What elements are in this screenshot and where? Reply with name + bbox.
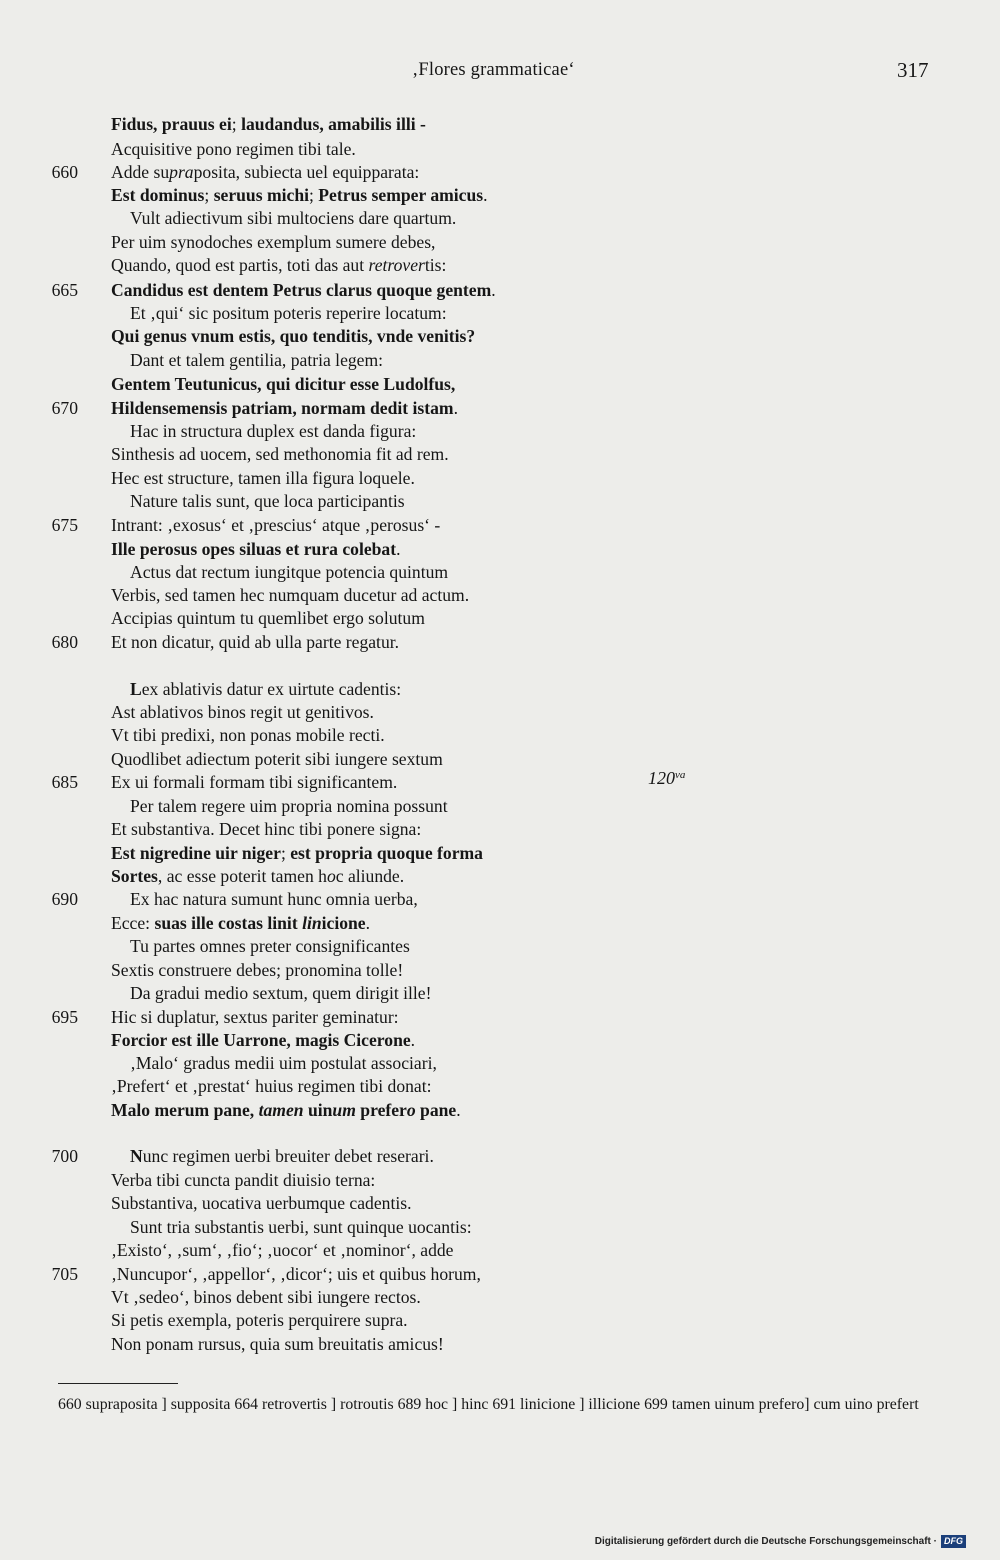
text-segment: retrover — [368, 255, 425, 275]
credit-text: Digitalisierung gefördert durch die Deutsche Forschungsgemeinschaft · — [594, 1536, 937, 1547]
text-segment: ex ablativis datur ex uirtute cadentis: — [141, 679, 402, 699]
verse-text-line — [111, 1099, 461, 1122]
text-segment: Sinthesis ad uocem, sed methonomia fit ad rem. — [111, 444, 449, 464]
running-title: ‚Flores grammaticae‘ — [412, 60, 575, 80]
verse-text-line — [111, 818, 421, 841]
text-segment: lin — [302, 913, 322, 933]
text-segment: ; — [309, 185, 319, 205]
text-segment: Et ‚qui‘ sic positum poteris reperire locatum: — [130, 303, 447, 323]
text-segment: Da gradui medio sextum, quem dirigit ille! — [130, 983, 432, 1003]
text-segment: Ex ui formali formam tibi significantem. — [111, 772, 398, 792]
line-number: 705 — [51, 1264, 78, 1284]
text-segment: . — [483, 185, 488, 205]
verse-text-line — [111, 1192, 411, 1215]
verse-text-line — [130, 349, 383, 372]
text-segment: Si petis exempla, poteris perquirere supra. — [111, 1310, 408, 1330]
digitization-credit — [595, 1535, 966, 1548]
verse-text-line — [130, 678, 401, 701]
verse-text-line — [111, 748, 443, 771]
verse-text-line — [130, 561, 448, 584]
verse-text-line — [111, 771, 397, 794]
text-segment: pra — [169, 162, 194, 182]
text-segment: Verbis, sed tamen hec numquam ducetur ad actum. — [111, 585, 470, 605]
text-segment: prefer — [355, 1100, 407, 1120]
text-segment: Candidus est dentem Petrus clarus quoque gentem — [111, 280, 492, 300]
verse-text-line — [111, 1075, 432, 1098]
footnote-apparatus: 660 supraposita ] supposita 664 retrovertis ] rotroutis 689 hoc ] hinc 691 linicione ] illicione 699 tamen uinum prefero] cum uino prefert — [58, 1396, 919, 1413]
verse-text-line — [111, 538, 401, 561]
text-segment: ‚Prefert‘ et ‚prestat‘ huius regimen tibi donat: — [111, 1076, 432, 1096]
text-segment: Hildensemensis patriam, normam dedit istam — [111, 398, 454, 418]
text-segment: Et substantiva. Decet hinc tibi ponere signa: — [111, 819, 422, 839]
line-number: 695 — [51, 1007, 78, 1027]
text-segment: Per uim synodoches exemplum sumere debes, — [111, 232, 436, 252]
text-segment: Adde su — [111, 162, 170, 182]
text-segment: tis: — [424, 255, 447, 275]
verse-text-line — [111, 138, 356, 161]
verse-text-line — [130, 795, 448, 818]
text-segment: seruus michi — [213, 185, 309, 205]
verse-text-line — [130, 982, 431, 1005]
text-segment: Sextis construere debes; pronomina tolle! — [111, 960, 404, 980]
text-segment: ‚Malo‘ gradus medii uim postulat associari, — [130, 1053, 437, 1073]
text-segment: Intrant: ‚exosus‘ et ‚prescius‘ atque ‚perosus‘ - — [111, 515, 441, 535]
text-segment: Verba tibi cuncta pandit diuisio terna: — [111, 1170, 376, 1190]
dfg-logo-icon: DFG — [941, 1535, 966, 1548]
text-segment: . — [453, 398, 458, 418]
text-segment: Ex hac natura sumunt hunc omnia uerba, — [130, 889, 418, 909]
verse-text-line — [130, 1052, 437, 1075]
line-number: 700 — [51, 1146, 78, 1166]
footnote-rule — [58, 1383, 178, 1384]
text-segment: . — [410, 1030, 416, 1050]
text-segment: Vt tibi predixi, non ponas mobile recti. — [111, 725, 385, 745]
text-segment: uin — [303, 1100, 333, 1120]
verse-text-line — [111, 184, 488, 207]
text-segment: Ast ablativos binos regit ut genitivos. — [111, 702, 374, 722]
text-segment: laudandus, amabilis illi - — [241, 114, 426, 134]
text-segment: Accipias quintum tu quemlibet ergo solutum — [111, 608, 425, 628]
text-segment: Non ponam rursus, quia sum breuitatis amicus! — [111, 1334, 444, 1354]
verse-text-line — [111, 113, 426, 136]
text-segment: Per talem regere uim propria nomina possunt — [130, 796, 448, 816]
folio-number: 120 — [648, 768, 675, 788]
text-segment: Ecce: — [111, 913, 155, 933]
line-number: 665 — [51, 280, 78, 300]
text-segment: Est dominus — [111, 185, 205, 205]
text-segment: o — [406, 1100, 416, 1120]
text-segment: Substantiva, uocativa uerbumque cadentis. — [111, 1193, 412, 1213]
text-segment: Tu partes omnes preter consignificantes — [130, 936, 410, 956]
folio-side: va — [675, 769, 686, 781]
verse-text-line — [111, 373, 455, 396]
verse-text-line — [130, 888, 418, 911]
text-segment: ‚Nuncupor‘, ‚appellor‘, ‚dicor‘; uis et quibus horum, — [111, 1264, 481, 1284]
text-segment: pane — [415, 1100, 457, 1120]
text-segment: Fidus, prauus ei — [111, 114, 232, 134]
verse-text-line — [111, 1169, 375, 1192]
text-segment: Qui genus vnum estis, quo tenditis, vnde venitis? — [111, 326, 476, 346]
verse-text-line — [111, 842, 483, 865]
verse-text-line — [111, 397, 458, 420]
verse-text-line — [111, 254, 446, 277]
verse-text-line — [130, 207, 456, 230]
line-number: 680 — [51, 632, 78, 652]
text-segment: o — [326, 866, 336, 886]
text-segment: Vult adiectivum sibi multociens dare quartum. — [130, 208, 457, 228]
text-segment: icione — [321, 913, 366, 933]
text-segment: Hec est structure, tamen illa figura loquele. — [111, 468, 415, 488]
verse-text-line — [111, 1239, 454, 1262]
text-segment: ; — [231, 114, 242, 134]
text-segment: . — [456, 1100, 461, 1120]
verse-text-line — [111, 959, 403, 982]
verse-text-line — [111, 1286, 421, 1309]
verse-text-line — [130, 420, 416, 443]
verse-text-line — [130, 1145, 434, 1168]
verse-text-line — [111, 1333, 444, 1356]
verse-text-line — [111, 467, 415, 490]
line-number: 675 — [51, 515, 78, 535]
text-segment: Malo merum pane, — [111, 1100, 259, 1120]
verse-text-line — [111, 584, 469, 607]
verse-text-line — [111, 631, 399, 654]
text-segment: Quodlibet adiectum poterit sibi iungere sextum — [111, 749, 443, 769]
text-segment: Quando, quod est partis, toti das aut — [111, 255, 369, 275]
verse-text-line — [111, 443, 449, 466]
text-segment: ‚Existo‘, ‚sum‘, ‚fio‘; ‚uocor‘ et ‚nominor‘, adde — [111, 1240, 454, 1260]
text-segment: Sunt tria substantis uerbi, sunt quinque uocantis: — [130, 1217, 472, 1237]
text-segment: Hic si duplatur, sextus pariter geminatur: — [111, 1007, 399, 1027]
text-segment: c aliunde. — [335, 866, 405, 886]
text-segment: , ac esse poterit tamen h — [157, 866, 327, 886]
text-segment: L — [130, 679, 142, 699]
margin-folio-note — [648, 768, 685, 789]
text-segment: posita, subiecta uel equipparata: — [193, 162, 420, 182]
verse-text-line — [111, 724, 385, 747]
text-segment: Actus dat rectum iungitque potencia quintum — [130, 562, 449, 582]
text-segment: ; — [204, 185, 214, 205]
verse-text-line — [130, 935, 410, 958]
verse-text-line — [111, 701, 374, 724]
line-number: 670 — [51, 398, 78, 418]
verse-text-line — [111, 325, 475, 348]
text-segment: est propria quoque forma — [290, 843, 483, 863]
text-segment: Dant et talem gentilia, patria legem: — [130, 350, 384, 370]
verse-text-line — [130, 490, 405, 513]
text-segment: Est nigredine uir niger — [111, 843, 281, 863]
text-segment: Forcior est ille Uarrone, magis Cicerone — [111, 1030, 411, 1050]
text-segment: Petrus semper amicus — [318, 185, 484, 205]
text-segment: Nature talis sunt, que loca participantis — [130, 491, 405, 511]
verse-text-line — [111, 1309, 408, 1332]
verse-text-line — [111, 514, 440, 537]
verse-text-line — [130, 302, 447, 325]
verse-text-line — [111, 279, 496, 302]
text-segment: Hac in structura duplex est danda figura: — [130, 421, 417, 441]
text-segment: Sortes — [111, 866, 158, 886]
verse-text-line — [111, 865, 404, 888]
text-segment: Ille perosus opes siluas et rura colebat — [111, 539, 397, 559]
text-segment: Acquisitive pono regimen tibi tale. — [111, 139, 356, 159]
verse-text-line — [130, 1216, 472, 1239]
verse-text-line — [111, 607, 425, 630]
text-segment: unc regimen uerbi breuiter debet reserari. — [142, 1146, 434, 1166]
line-number: 690 — [51, 889, 78, 909]
text-segment: N — [130, 1146, 143, 1166]
verse-text-line — [111, 161, 419, 184]
line-number: 660 — [51, 162, 78, 182]
verse-text-line — [111, 1029, 415, 1052]
text-segment: um — [332, 1100, 356, 1120]
text-segment: . — [365, 913, 371, 933]
text-segment: ; — [280, 843, 291, 863]
text-segment: tamen — [258, 1100, 304, 1120]
text-segment: suas ille costas linit — [154, 913, 303, 933]
verse-text-line — [111, 912, 370, 935]
line-number: 685 — [51, 772, 78, 792]
text-segment: Gentem Teutunicus, qui dicitur esse Ludolfus, — [111, 374, 456, 394]
text-segment: . — [396, 539, 401, 559]
page-number: 317 — [897, 58, 929, 82]
verse-text-line — [111, 231, 435, 254]
text-segment: Et non dicatur, quid ab ulla parte regatur. — [111, 632, 400, 652]
text-segment: . — [491, 280, 496, 300]
verse-text-line — [111, 1263, 481, 1286]
verse-text-line — [111, 1006, 399, 1029]
text-segment: Vt ‚sedeo‘, binos debent sibi iungere rectos. — [111, 1287, 421, 1307]
